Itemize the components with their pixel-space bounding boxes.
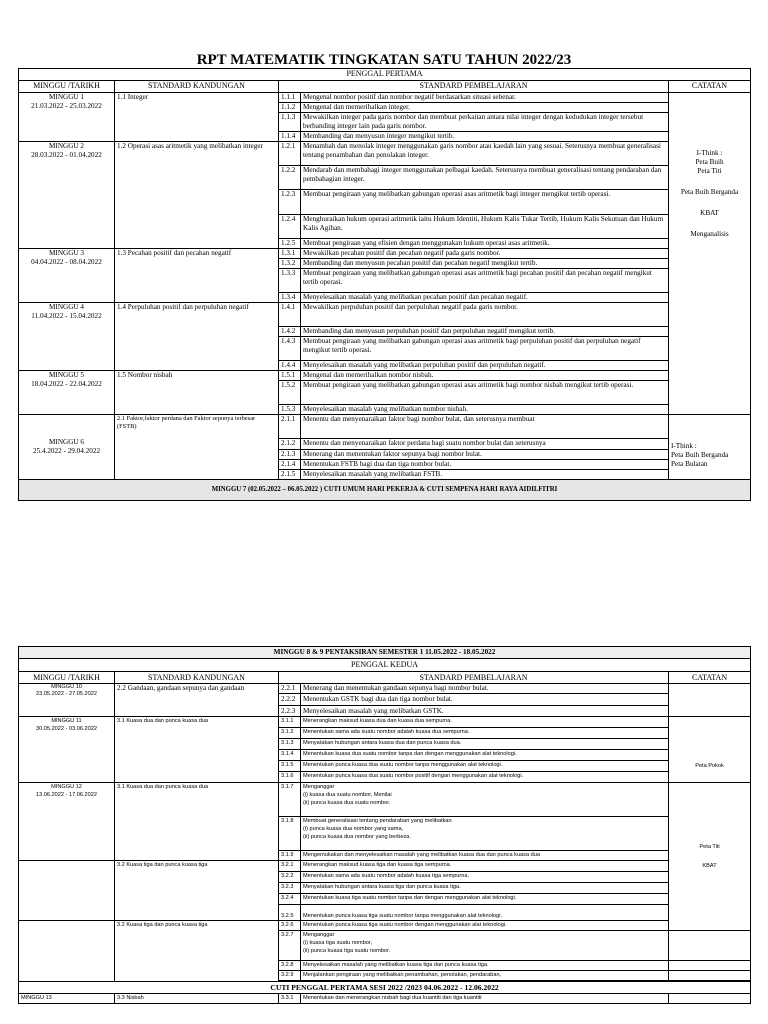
document-title: RPT MATEMATIK TINGKATAN SATU TAHUN 2022/23	[196, 52, 572, 68]
catatan-item: Peta Buih Berganda	[671, 451, 729, 459]
sp-text: Menambah dan menolak integer menggunakan garis nombor atau kaedah lain yang sesuai. Seterusnya membuat generalisasi tentang penambahan dan penolakan integer.	[301, 142, 669, 166]
sp-text: Menyatakan hubungan antara kuasa dua dan punca kuasa dua.	[301, 739, 669, 750]
sp-text: Menyelesaikan masalah yang melibatkan nombor nisbah.	[301, 405, 669, 415]
header-minggu: MINGGU /TARIKH	[19, 81, 115, 93]
sp-text: Membuat pengiraan yang melibatkan gabungan operasi asas aritmetik bagi integer mengikut tertib operasi.	[301, 190, 669, 215]
sp-subitem: (i) punca kuasa dua nombor yang sama,	[303, 826, 404, 833]
sp-text: Menyelesaikan masalah yang melibatkan kuasa tiga dan punca kuasa tiga.	[301, 961, 669, 971]
sp-text: Menentukan kuasa tiga suatu nombor tanpa dan dengan menggunakan alat teknologi.	[301, 894, 669, 905]
sp-number: 2.1.1	[279, 415, 301, 439]
sp-number: 1.1.1	[279, 93, 301, 103]
sp-text: Membuat generalisasi tentang pendaraban yang melibatkan	[303, 818, 452, 825]
sp-text-multi	[301, 817, 669, 851]
header-standard-kandungan: STANDARD KANDUNGAN	[115, 671, 279, 684]
sp-text: Menentu dan menyenaraikan faktor bagi nombor bulat, dan seterusnya membuat	[301, 415, 669, 439]
week-cell	[19, 415, 115, 480]
sp-number: 1.4.2	[279, 327, 301, 337]
catatan-cell	[669, 415, 751, 480]
catatan-item: Peta Buih Berganda	[680, 188, 739, 196]
sp-number: 1.1.3	[279, 113, 301, 132]
standard-kandungan: 3.1 Kuasa dua dan punca kuasa dua	[115, 717, 279, 783]
sp-text: Mewakilkan pecahan positif dan pecahan negatif pada garis nombor.	[301, 249, 669, 259]
sp-number: 3.1.9	[279, 851, 301, 861]
sp-number: 3.2.6	[279, 921, 301, 931]
sp-text: Mengenal dan memerihalkan nombor nisbah.	[301, 371, 669, 381]
week-label: MINGGU 11	[51, 718, 82, 725]
standard-kandungan: 2.1 Faktor,faktor perdana dan Faktor sepunya terbesar (FSTB)	[115, 415, 279, 480]
header-minggu: MINGGU /TARIKH	[19, 671, 115, 684]
sp-text: Menentukan sama ada suatu nombor adalah kuasa dua sempurna.	[301, 728, 669, 739]
standard-kandungan: 2.2 Gandaan, gandaan sepunya dan gandaan	[115, 684, 279, 717]
standard-kandungan: 3.3 Nisbah	[115, 994, 279, 1004]
week-cell	[19, 93, 115, 142]
sp-number: 1.3.3	[279, 269, 301, 293]
sp-text: Menganggar	[303, 932, 335, 939]
sp-number: 3.1.1	[279, 717, 301, 728]
sp-subitem: (ii) punca kuasa dua nombor yang berbeza.	[303, 834, 411, 841]
week-label: MINGGU 5	[49, 371, 84, 379]
sp-number: 2.1.2	[279, 439, 301, 450]
sp-text: Membanding dan menyusun integer mengikut tertib.	[301, 132, 669, 142]
catatan-item: Peta Bulatan	[671, 460, 708, 468]
sp-text: Menyelesaikan masalah yang melibatkan pecahan positif dan pecahan negatif.	[301, 293, 669, 303]
sp-number: 3.2.9	[279, 971, 301, 981]
header-catatan: CATATAN	[669, 81, 751, 93]
standard-kandungan: 1.3 Pecahan positif dan pecahan negatif	[115, 249, 279, 303]
week-label: MINGGU 1	[49, 93, 84, 101]
sp-text: Menentu dan menyenaraikan faktor perdana bagi suatu nombor bulat dan seterusnya	[301, 439, 669, 450]
holiday-banner: CUTI PENGGAL PERTAMA SESI 2022 /2023 04.06.2022 - 12.06.2022	[19, 982, 751, 994]
sp-number: 1.2.1	[279, 142, 301, 166]
sp-subitem: (ii) punca kuasa dua suatu nombor.	[303, 800, 391, 807]
sp-number: 3.1.7	[279, 783, 301, 817]
sp-number: 3.1.5	[279, 761, 301, 772]
sp-text: Menghuraikan hukum operasi aritmetik iaitu Hukum Identiti, Hukum Kalis Tukar Tertib, Hukum Kalis Sekutuan dan Hukum Kalis Agihan.	[301, 215, 669, 239]
header-standard-pembelajaran: STANDARD PEMBELAJARAN	[279, 81, 669, 93]
catatan-item: Peta Titi	[699, 844, 720, 851]
sp-number: 1.1.4	[279, 132, 301, 142]
sp-number: 1.2.3	[279, 190, 301, 215]
catatan-cell	[669, 961, 751, 971]
sp-number: 3.1.3	[279, 739, 301, 750]
week-label: MINGGU 12	[51, 784, 82, 791]
standard-kandungan: 1.1 Integer	[115, 93, 279, 142]
sp-text: Menentukan sama ada suatu nombor adalah kuasa tiga sempurna.	[301, 872, 669, 883]
standard-kandungan: 1.4 Perpuluhan positif dan perpuluhan negatif	[115, 303, 279, 371]
sp-text: Menentukan punca kuasa tiga suatu nombor dengan menggunakan alat teknologi.	[301, 921, 669, 931]
sp-number: 1.4.3	[279, 337, 301, 361]
week-label: MINGGU 4	[49, 303, 84, 311]
week-dates: 25.4.2022 - 29.04.2022	[32, 447, 101, 455]
standard-kandungan: 3.1 Kuasa dua dan punca kuasa dua	[115, 783, 279, 861]
sp-text: Menentukan FSTB bagi dua dan tiga nombor bulat.	[301, 460, 669, 470]
catatan-item: Peta Buih	[695, 158, 724, 166]
sp-text: Membuat pengiraan yang melibatkan gabungan operasi asas aritmetik bagi pecahan positif dan pecahan negatif mengikut tertib operasi.	[301, 269, 669, 293]
sp-number: 1.5.1	[279, 371, 301, 381]
week-cell	[19, 783, 115, 861]
catatan-item: Peta Titi	[697, 167, 722, 175]
sp-number: 3.1.6	[279, 772, 301, 783]
sp-number: 2.2.1	[279, 684, 301, 694]
sp-text: Menyelesaikan masalah yang melibatkan perpuluhan positif dan perpuluhan negatif.	[301, 361, 669, 371]
catatan-item: KBAT	[702, 862, 717, 869]
sp-number: 1.3.2	[279, 259, 301, 269]
sp-number: 1.4.4	[279, 361, 301, 371]
sp-text: Mengenal dan memerihalkan integer.	[301, 103, 669, 113]
sp-number: 3.2.8	[279, 961, 301, 971]
sp-number: 1.3.1	[279, 249, 301, 259]
sp-text-multi	[301, 931, 669, 961]
sp-number: 1.3.4	[279, 293, 301, 303]
standard-kandungan: 3.2 Kuasa tiga dan punca kuasa tiga	[115, 861, 279, 921]
catatan-cell	[669, 717, 751, 783]
sp-number: 3.3.1	[279, 994, 301, 1004]
sp-text: Menerang dan menentukan gandaan sepunya bagi nombor bulat.	[301, 684, 669, 694]
sp-text: Menyatakan hubungan antara kuasa tiga dan punca kuasa tiga.	[301, 883, 669, 894]
sp-text: Mewakilkan perpuluhan positif dan perpuluhan negatif pada garis nombor.	[301, 303, 669, 327]
catatan-cell	[669, 93, 751, 415]
week-label: MINGGU 2	[49, 142, 84, 150]
header-standard-pembelajaran: STANDARD PEMBELAJARAN	[279, 671, 669, 684]
header-catatan: CATATAN	[669, 671, 751, 684]
sp-number: 3.2.3	[279, 883, 301, 894]
week-label: MINGGU 10	[51, 684, 82, 691]
sp-text: Menerangkan maksud kuasa tiga dan kuasa tiga sempurna.	[301, 861, 669, 872]
sp-number: 2.1.5	[279, 470, 301, 480]
sp-text: Menganggar	[303, 784, 335, 791]
sp-text: Menerang dan menentukan faktor sepunya bagi nombor bulat.	[301, 450, 669, 460]
sp-text: Mewakilkan integer pada garis nombor dan membuat perkaitan antara nilai integer dengan kedudukan integer tersebut berbanding integer lain pada garis nombor.	[301, 113, 669, 132]
sp-number: 1.5.2	[279, 381, 301, 405]
week-label: MINGGU 6	[49, 438, 84, 446]
catatan-item: Menganalisis	[690, 230, 729, 238]
week-cell	[19, 684, 115, 717]
week-dates: 18.04.2022 - 22.04.2022	[31, 380, 102, 388]
week-cell	[19, 717, 115, 783]
catatan-item: I-Think :	[671, 442, 697, 450]
week-dates: 23.05.2022 - 27.05.2022	[36, 691, 97, 698]
sp-number: 3.2.5	[279, 905, 301, 921]
week-dates: 28.03.2022 - 01.04.2022	[31, 151, 102, 159]
week-cell	[19, 371, 115, 415]
penggal-label: PENGGAL PERTAMA	[19, 69, 751, 81]
sp-text: Menjalankan pengiraan yang melibatkan penambahan, penolakan, pendaraban,	[301, 971, 669, 981]
sp-text: Menentukan punca kuasa dua suatu nombor positif dengan menggunakan alat teknologi.	[301, 772, 669, 783]
sp-text: Menyelesaikan masalah yang melibatkan FSTB.	[301, 470, 669, 480]
catatan-item: Peta Pokok	[695, 762, 724, 769]
catatan-cell	[669, 684, 751, 717]
sp-text: Membanding dan menyusun pecahan positif dan pecahan negatif mengikut tertib.	[301, 259, 669, 269]
sp-subitem: (i) kuasa dua suatu nombor, Menilai	[303, 792, 392, 799]
week-dates: 04.04.2022 - 08.04.2022	[31, 258, 102, 266]
sp-text: Menerangkan maksud kuasa dua dan kuasa dua sempurna.	[301, 717, 669, 728]
week-cell	[19, 142, 115, 249]
week-cell	[19, 303, 115, 371]
sp-number: 2.1.4	[279, 460, 301, 470]
week-dates: 11.04.2022 - 15.04.2022	[31, 312, 102, 320]
sp-text: Menentukan GSTK bagi dua dan tiga nombor bulat.	[301, 694, 669, 705]
catatan-item: I-Think :	[696, 149, 723, 157]
rpt-table-penggal-kedua	[18, 646, 751, 1004]
sp-number: 3.1.8	[279, 817, 301, 851]
sp-text: Membuat pengiraan yang melibatkan gabungan operasi asas aritmetik bagi nombor nisbah mengikut tertib operasi.	[301, 381, 669, 405]
sp-number: 1.5.3	[279, 405, 301, 415]
sp-number: 3.1.4	[279, 750, 301, 761]
sp-subitem: (i) kuasa tiga suatu nombor,	[303, 940, 373, 947]
sp-number: 1.2.4	[279, 215, 301, 239]
standard-kandungan: 3.2 Kuasa tiga dan punca kuasa tiga	[115, 921, 279, 982]
catatan-cell	[669, 931, 751, 961]
sp-number: 1.2.5	[279, 239, 301, 249]
sp-number: 1.1.2	[279, 103, 301, 113]
assessment-banner: MINGGU 8 & 9 PENTAKSIRAN SEMESTER 1 11.05.2022 - 18.05.2022	[19, 647, 751, 659]
week-cell	[19, 861, 115, 921]
sp-text: Menentukan kuasa dua suatu nombor tanpa dan dengan menggunakan alat teknologi.	[301, 750, 669, 761]
sp-text: Membuat pengiraan yang efisien dengan menggunakan hukum operasi asas aritmetik.	[301, 239, 669, 249]
sp-subitem: (ii) punca kuasa tiga suatu nombor.	[303, 948, 391, 955]
sp-number: 3.2.2	[279, 872, 301, 883]
catatan-item: KBAT	[700, 209, 719, 217]
sp-number: 2.1.3	[279, 450, 301, 460]
sp-text: Mengemukakan dan menyelesaikan masalah yang melibatkan kuasa dua dan punca kuasa dua	[301, 851, 669, 861]
sp-number: 3.2.7	[279, 931, 301, 961]
catatan-cell	[669, 971, 751, 981]
sp-text: Menentukan punca kuasa tiga suatu nombor tanpa menggunakan alat teknologi.	[301, 905, 669, 921]
sp-text: Menyelesaikan masalah yang melibatkan GSTK.	[301, 705, 669, 716]
week-dates: 13.06.2022 - 17.06.2022	[36, 792, 97, 799]
week-cell	[19, 921, 115, 982]
standard-kandungan: 1.5 Nombor nisbah	[115, 371, 279, 415]
sp-number: 3.2.4	[279, 894, 301, 905]
week-label: MINGGU 13	[19, 994, 115, 1004]
sp-text: Membanding dan menyusun perpuluhan positif dan perpuluhan negatif mengikut tertib.	[301, 327, 669, 337]
catatan-cell	[669, 994, 751, 1004]
sp-number: 2.2.2	[279, 694, 301, 705]
sp-text: Menentukan dan menerangkan nisbah bagi dua kuantiti dan tiga kuantiti	[301, 994, 669, 1004]
standard-kandungan: 1.2 Operasi asas aritmetik yang melibatkan integer	[115, 142, 279, 249]
sp-number: 3.1.2	[279, 728, 301, 739]
header-standard-kandungan: STANDARD KANDUNGAN	[115, 81, 279, 93]
rpt-table-penggal-pertama	[18, 68, 751, 501]
sp-number: 3.2.1	[279, 861, 301, 872]
sp-number: 1.4.1	[279, 303, 301, 327]
sp-text: Mendarab dan membahagi integer menggunakan pelbagai kaedah. Seterusnya membuat generalisasi tentang pendaraban dan pembahagian integer.	[301, 166, 669, 190]
sp-text-multi	[301, 783, 669, 817]
sp-text: Mengenal nombor positif dan nombor negatif berdasarkan situasi sebenar.	[301, 93, 669, 103]
sp-text: Menentukan punca kuasa dua suatu nombor tanpa menggunakan alat teknologi.	[301, 761, 669, 772]
penggal-label: PENGGAL KEDUA	[19, 659, 751, 672]
catatan-cell	[669, 783, 751, 931]
week-cell	[19, 249, 115, 303]
week-dates: 21.03.2022 - 25.03.2022	[31, 102, 102, 110]
sp-text: Membuat pengiraan yang melibatkan gabungan operasi asas aritmetik bagi perpuluhan positif dan perpuluhan negatif mengikut tertib operasi.	[301, 337, 669, 361]
week-label: MINGGU 3	[49, 249, 84, 257]
week-dates: 30.05.2022 - 03.06.2022	[36, 726, 97, 733]
holiday-banner: MINGGU 7 (02.05.2022 – 06.05.2022 ) CUTI UMUM HARI PEKERJA & CUTI SEMPENA HARI RAYA AIDILFITRI	[19, 480, 751, 501]
sp-number: 1.2.2	[279, 166, 301, 190]
sp-number: 2.2.3	[279, 705, 301, 716]
